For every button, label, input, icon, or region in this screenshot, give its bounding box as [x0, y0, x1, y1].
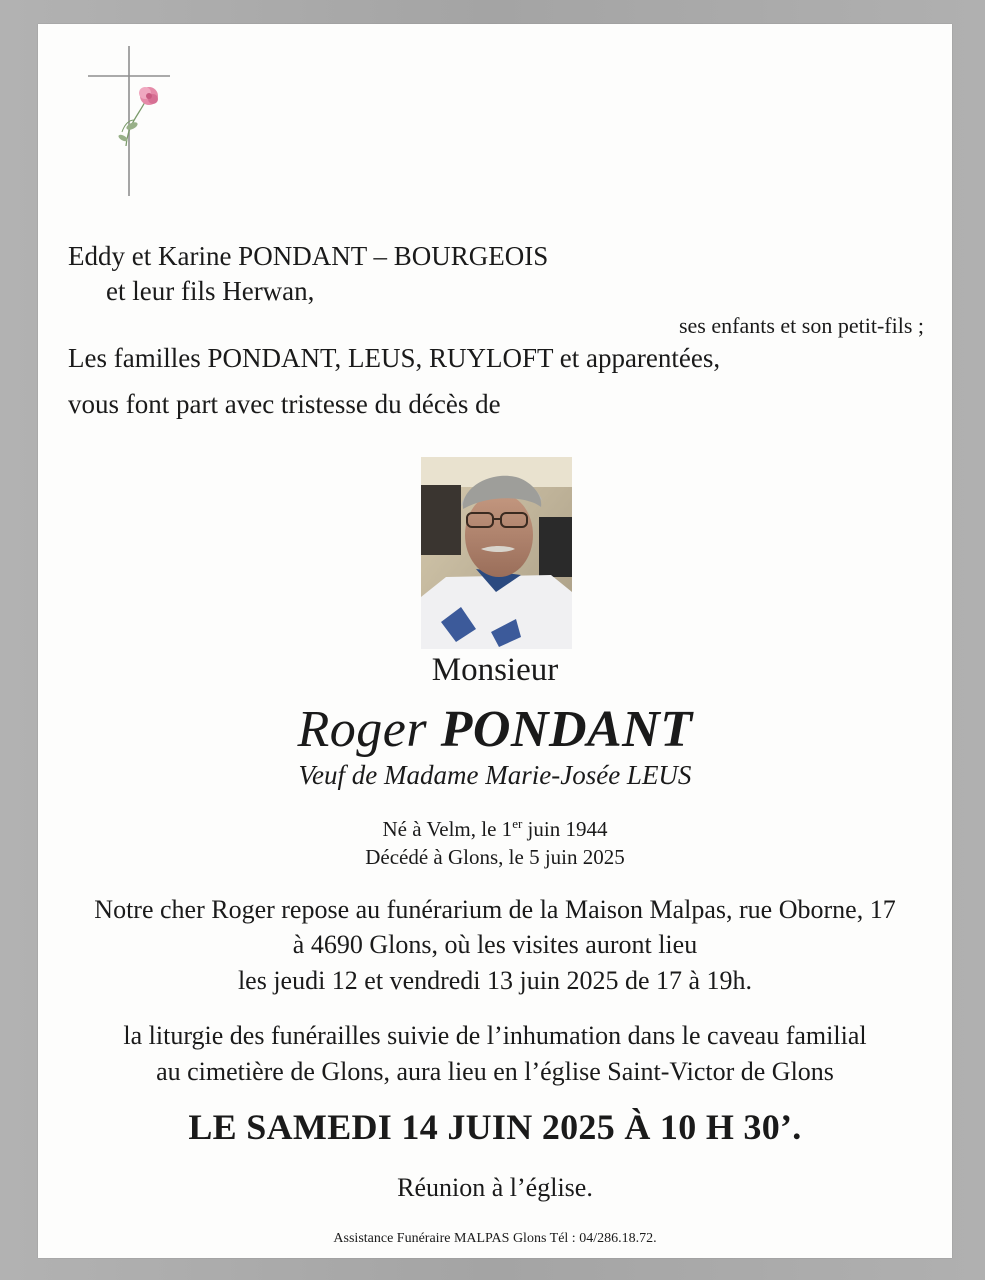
deceased-name	[38, 700, 952, 759]
funeral-date-time: LE SAMEDI 14 JUIN 2025 À 10 H 30’.	[188, 1107, 802, 1147]
cross-with-rose-icon	[88, 46, 178, 198]
family-line-1: Eddy et Karine PONDANT – BOURGEOIS	[68, 241, 549, 271]
death-line: Décédé à Glons, le 5 juin 2025	[365, 845, 625, 869]
widow-line: Veuf de Madame Marie-Josée LEUS	[298, 760, 692, 790]
children-note: ses enfants et son petit-fils ;	[678, 313, 924, 338]
funeral-home-footer: Assistance Funéraire MALPAS Glons Tél : 04/286.18.72.	[333, 1231, 657, 1246]
funeral-line-1: la liturgie des funérailles suivie de l’inhumation dans le caveau familial	[123, 1021, 867, 1050]
announcement-intro: vous font part avec tristesse du décès de	[68, 389, 501, 419]
deceased-last-name: PONDANT	[440, 701, 693, 758]
birth-line	[38, 816, 952, 842]
birth-prefix: Né à Velm, le 1	[382, 817, 513, 841]
meeting-note: Réunion à l’église.	[397, 1173, 593, 1202]
funeral-line-2: au cimetière de Glons, aura lieu en l’église Saint-Victor de Glons	[156, 1057, 834, 1086]
portrait-photo	[421, 457, 572, 649]
visitation-line-2: à 4690 Glons, où les visites auront lieu	[292, 930, 698, 959]
deceased-first-name: Roger	[297, 701, 428, 758]
family-line-3: Les familles PONDANT, LEUS, RUYLOFT et apparentées,	[68, 343, 721, 373]
birth-ordinal: er	[512, 816, 523, 831]
deceased-title: Monsieur	[431, 652, 559, 688]
visitation-line-3: les jeudi 12 et vendredi 13 juin 2025 de 17 à 19h.	[237, 966, 753, 995]
visitation-line-1: Notre cher Roger repose au funérarium de la Maison Malpas, rue Oborne, 17	[94, 895, 896, 924]
birth-suffix: juin 1944	[522, 817, 608, 841]
family-line-2: et leur fils Herwan,	[106, 276, 315, 306]
